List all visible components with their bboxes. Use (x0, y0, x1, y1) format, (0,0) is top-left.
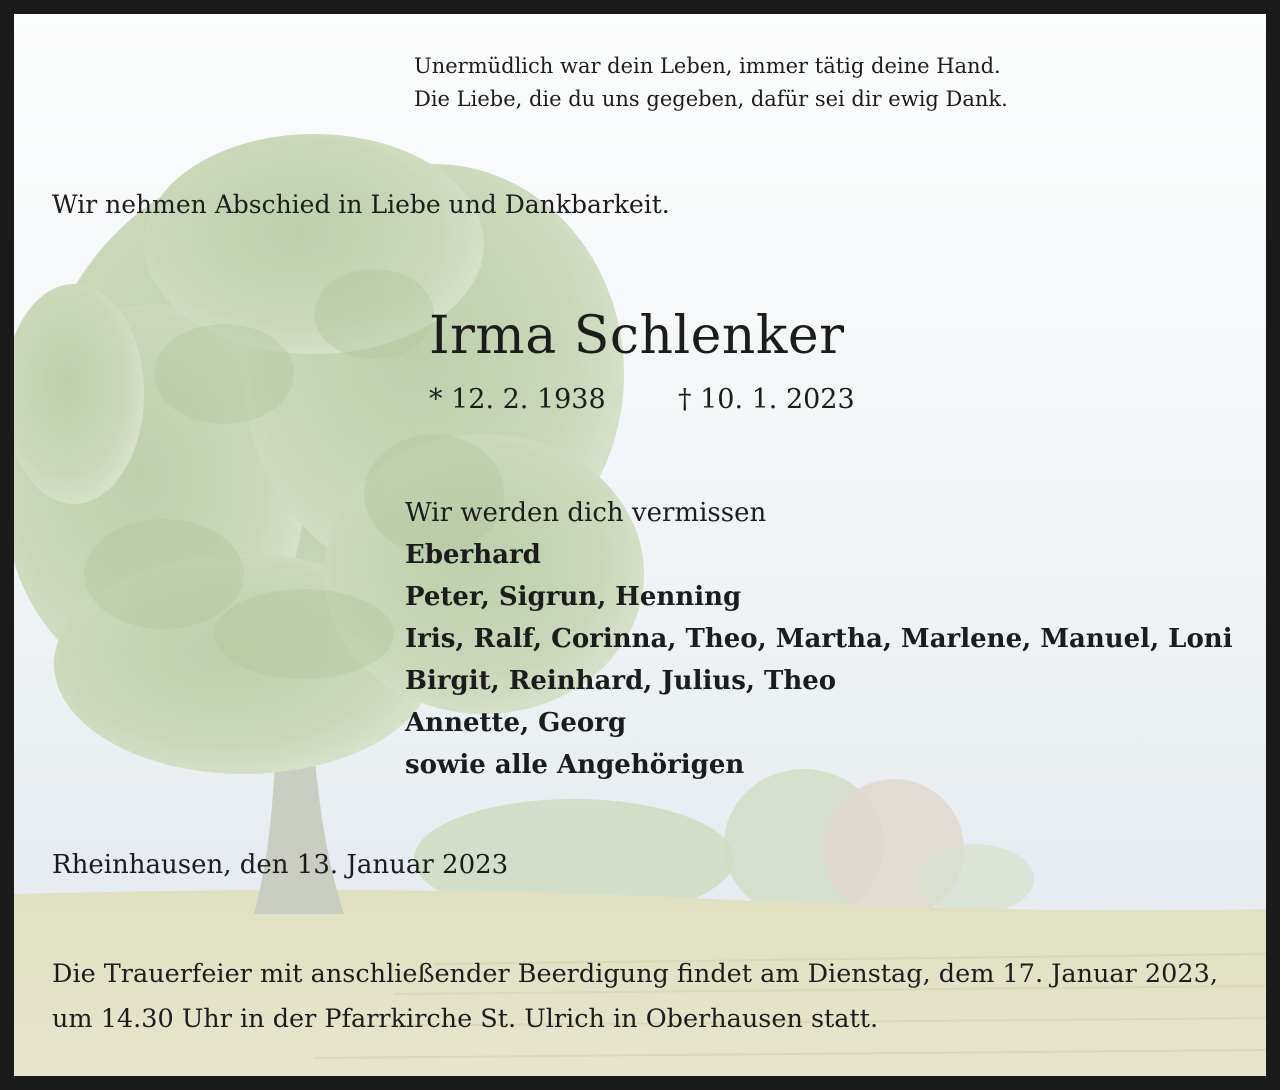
mourner-line: Birgit, Reinhard, Julius, Theo (405, 666, 837, 696)
service-line-2: um 14.30 Uhr in der Pfarrkirche St. Ulrich in Oberhausen statt. (52, 1004, 879, 1034)
mourner-line: Iris, Ralf, Corinna, Theo, Martha, Marlene, Manuel, Loni (405, 624, 1233, 654)
farewell-text: Wir nehmen Abschied in Liebe und Dankbarkeit. (52, 190, 670, 219)
mourners-list (405, 492, 1233, 786)
service-line-1: Die Trauerfeier mit anschließender Beerdigung findet am Dienstag, dem 17. Januar 2023, (52, 959, 1218, 989)
place-and-date: Rheinhausen, den 13. Januar 2023 (52, 850, 509, 880)
mourner-line: Peter, Sigrun, Henning (405, 582, 742, 612)
birth-date: * 12. 2. 1938 (429, 384, 606, 415)
mourner-line: Annette, Georg (405, 708, 627, 738)
mourners-intro: Wir werden dich vermissen (405, 498, 767, 528)
mourner-line: sowie alle Angehörigen (405, 750, 745, 780)
deceased-name: Irma Schlenker (429, 306, 845, 366)
funeral-service-info (52, 952, 1218, 1042)
mourner-line: Eberhard (405, 540, 541, 570)
verse-line-1: Unermüdlich war dein Leben, immer tätig deine Hand. (414, 54, 1001, 78)
death-date: † 10. 1. 2023 (678, 384, 855, 415)
verse-line-2: Die Liebe, die du uns gegeben, dafür sei dir ewig Dank. (414, 87, 1008, 111)
obituary-notice (14, 14, 1266, 1076)
